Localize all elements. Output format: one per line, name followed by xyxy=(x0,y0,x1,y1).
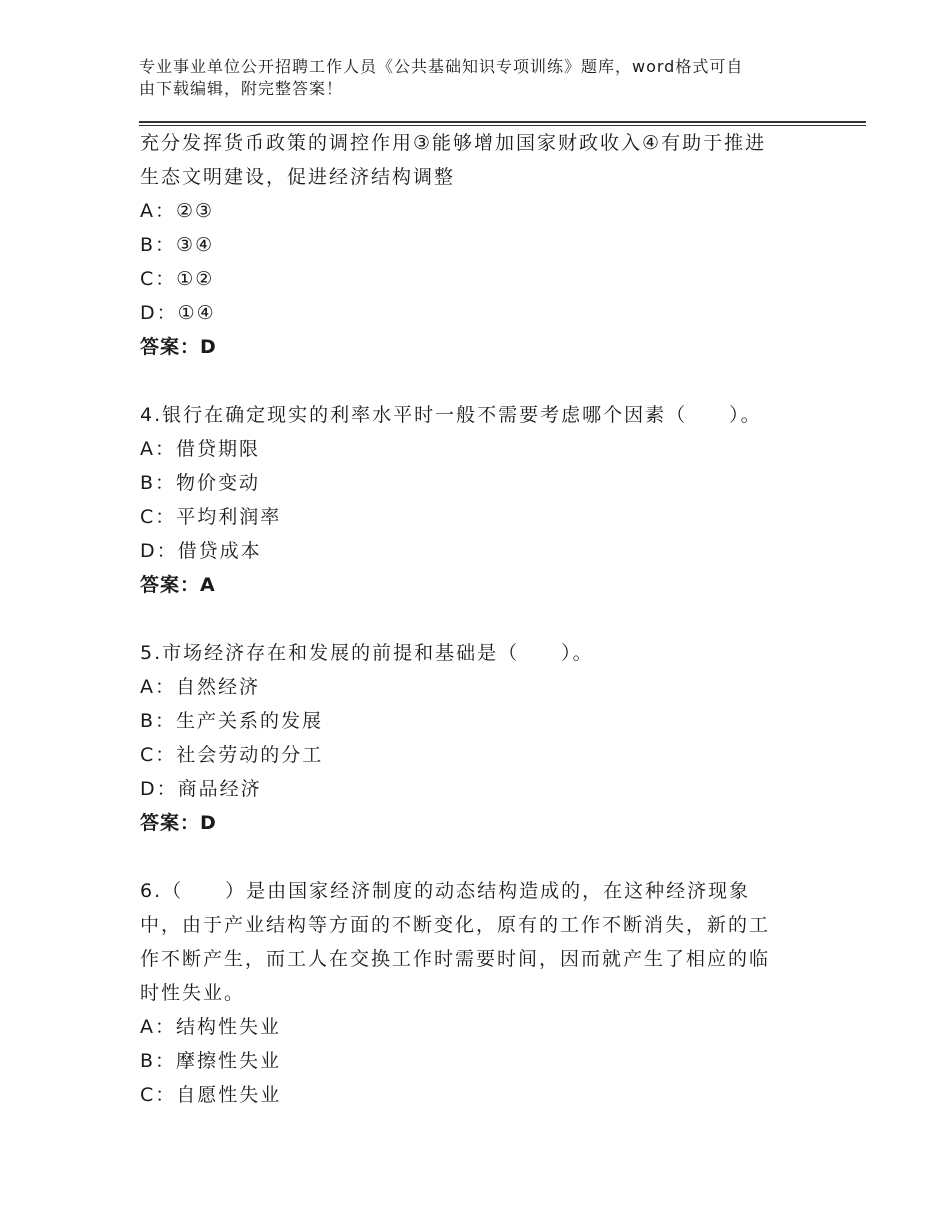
question-stem-line: 作不断产生，而工人在交换工作时需要时间，因而就产生了相应的临 xyxy=(140,948,771,970)
question-stem-line: 时性失业。 xyxy=(140,982,246,1004)
header-line-2: 由下载编辑，附完整答案！ xyxy=(139,79,344,98)
option-b: B：摩擦性失业 xyxy=(140,1050,282,1072)
option-b: B：生产关系的发展 xyxy=(140,710,324,732)
question-list xyxy=(140,126,820,1112)
option-a: A：自然经济 xyxy=(140,676,260,698)
option-c: C：平均利润率 xyxy=(140,506,282,528)
option-c: C：自愿性失业 xyxy=(140,1084,282,1106)
option-c: C：①② xyxy=(140,268,215,290)
question-stem-line: 生态文明建设，促进经济结构调整 xyxy=(140,166,456,188)
question-stem-line: 4.银行在确定现实的利率水平时一般不需要考虑哪个因素（ ）。 xyxy=(140,404,762,426)
answer-label: 答案：D xyxy=(140,336,217,358)
option-a: A：②③ xyxy=(140,200,215,222)
question-4 xyxy=(140,398,820,602)
question-stem-line: 充分发挥货币政策的调控作用③能够增加国家财政收入④有助于推进 xyxy=(140,132,767,154)
option-b: B：③④ xyxy=(140,234,215,256)
option-b: B：物价变动 xyxy=(140,472,261,494)
spacer xyxy=(140,364,820,398)
question-stem-line: 6.（ ）是由国家经济制度的动态结构造成的，在这种经济现象 xyxy=(140,880,751,902)
question-stem-line: 5.市场经济存在和发展的前提和基础是（ ）。 xyxy=(140,642,594,664)
page-header xyxy=(139,56,819,100)
question-6 xyxy=(140,874,820,1112)
header-line-1: 专业事业单位公开招聘工作人员《公共基础知识专项训练》题库，word格式可自 xyxy=(139,57,744,76)
option-d: D：商品经济 xyxy=(140,778,262,800)
option-d: D：借贷成本 xyxy=(140,540,262,562)
option-c: C：社会劳动的分工 xyxy=(140,744,324,766)
option-d: D：①④ xyxy=(140,302,216,324)
option-a: A：结构性失业 xyxy=(140,1016,281,1038)
answer-label: 答案：D xyxy=(140,812,217,834)
spacer xyxy=(140,602,820,636)
question-3 xyxy=(140,126,820,364)
answer-label: 答案：A xyxy=(140,574,216,596)
question-stem-line: 中，由于产业结构等方面的不断变化，原有的工作不断消失，新的工 xyxy=(140,914,771,936)
spacer xyxy=(140,840,820,874)
option-a: A：借贷期限 xyxy=(140,438,260,460)
question-5 xyxy=(140,636,820,840)
header-rule-thick xyxy=(139,121,866,123)
